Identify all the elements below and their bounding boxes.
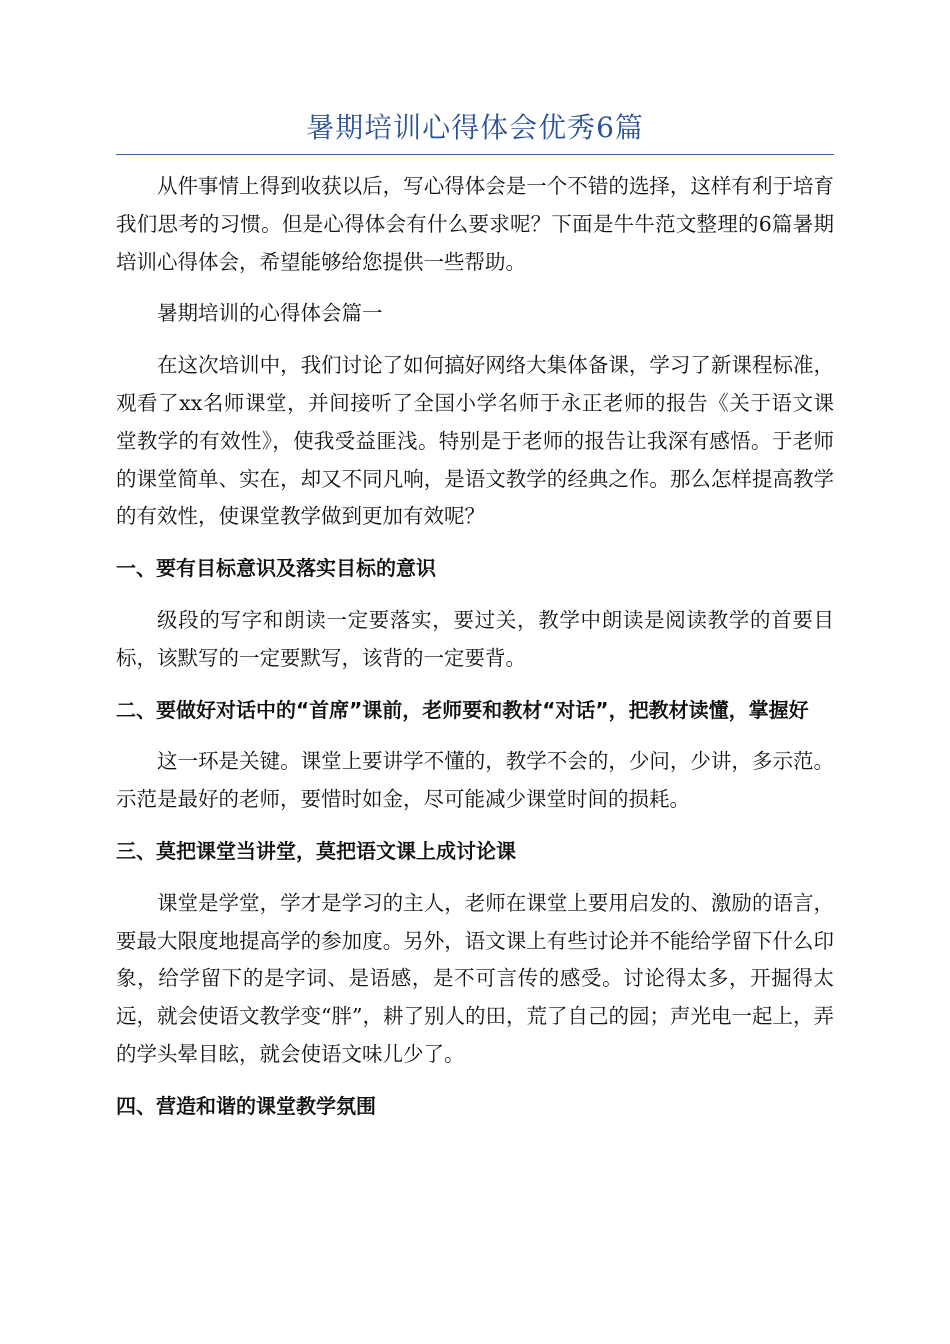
section-heading-3: 三、莫把课堂当讲堂，莫把语文课上成讨论课 xyxy=(116,838,516,863)
title-underline xyxy=(116,154,834,155)
section-heading-4: 四、营造和谐的课堂教学氛围 xyxy=(116,1093,376,1118)
section-body-2: 这一环是关键。课堂上要讲学不懂的，教学不会的，少问，少讲，多示范。示范是最好的老师，要惜时如金，尽可能减少课堂时间的损耗。 xyxy=(116,749,834,812)
page-title: 暑期培训心得体会优秀6篇 xyxy=(306,111,644,144)
article-heading: 暑期培训的心得体会篇一 xyxy=(157,301,383,326)
body-paragraph-1: 在这次培训中，我们讨论了如何搞好网络大集体备课，学习了新课程标准，观看了xx名师课堂，并间接听了全国小学名师于永正老师的报告《关于语文课堂教学的有效性》，使我受益匪浅。特别是于老师的报告让我深有感悟。于老师的课堂简单、实在，却又不同凡响，是语文教学的经典之作。那么怎样提高教学的有效性，使课堂教学做到更加有效呢？ xyxy=(116,353,834,529)
section-body-1: 级段的写字和朗读一定要落实，要过关，教学中朗读是阅读教学的首要目标，该默写的一定要默写，该背的一定要背。 xyxy=(116,607,834,670)
intro-paragraph: 从件事情上得到收获以后，写心得体会是一个不错的选择，这样有利于培育我们思考的习惯。但是心得体会有什么要求呢？下面是牛牛范文整理的6篇暑期培训心得体会，希望能够给您提供一些帮助。 xyxy=(116,174,834,274)
section-body-3: 课堂是学堂，学才是学习的主人，老师在课堂上要用启发的、激励的语言，要最大限度地提高学的参加度。另外，语文课上有些讨论并不能给学留下什么印象，给学留下的是字词、是语感，是不可言传的感受。讨论得太多，开掘得太远，就会使语文教学变“胖”，耕了别人的田，荒了自己的园；声光电一起上，弄的学头晕目眩，就会使语文味儿少了。 xyxy=(116,890,834,1066)
section-heading-2: 二、要做好对话中的“首席”课前，老师要和教材“对话”，把教材读懂，掌握好 xyxy=(116,697,809,722)
document-body xyxy=(116,168,834,1140)
section-heading-1: 一、要有目标意识及落实目标的意识 xyxy=(116,556,436,581)
